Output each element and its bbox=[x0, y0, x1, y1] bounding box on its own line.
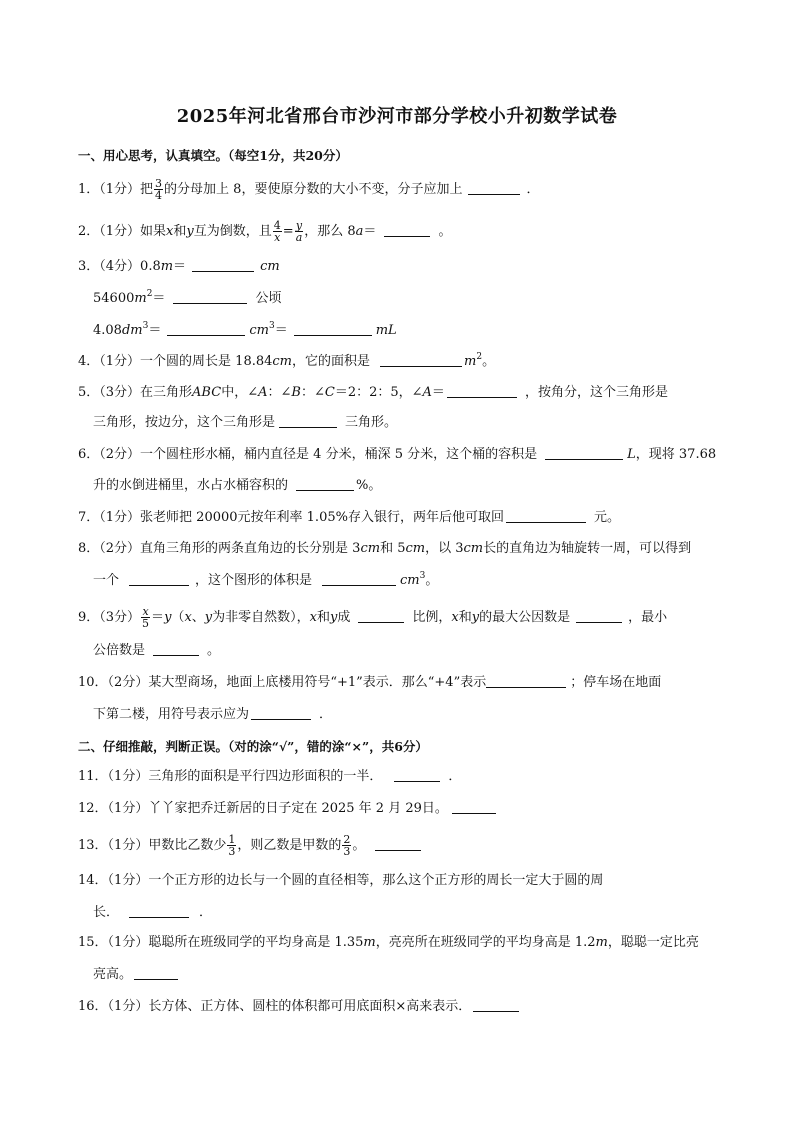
question-13: 13．（1分）甲数比乙数少 $\frac{1}{3}$ ，则乙数是甲数的 $\frac{2}{3}$ 。 bbox=[78, 834, 421, 857]
question-8: 8．（2分）直角三角形的两条直角边的长分别是 3cm和 5cm，以 3cm长的直角边为轴旋转一周，可以得到 bbox=[78, 541, 692, 556]
answer-blank[interactable] bbox=[192, 258, 254, 272]
question-5: 5．（3分）在三角形ABC中，∠A：∠B：∠C＝2：2：5，∠A＝ ，按角分，这个三角形是 bbox=[78, 385, 668, 400]
question-3-line-3: $4.08dm^3= cm^3=$ mL bbox=[93, 321, 397, 338]
answer-blank[interactable] bbox=[129, 572, 189, 586]
question-6-line-2: 升的水倒进桶里，水占水桶容积的 %。 bbox=[93, 478, 382, 493]
answer-blank[interactable] bbox=[322, 572, 396, 586]
fraction: $\frac{4}{x}$ bbox=[273, 219, 281, 244]
question-2: 2．（1分）如果x和y互为倒数，且 $\frac{4}{x}$ = $\frac{y}{a}$ ，那么 8a＝ 。 bbox=[78, 219, 452, 244]
answer-blank[interactable] bbox=[251, 706, 311, 720]
answer-blank[interactable] bbox=[167, 322, 245, 336]
question-1: 1．（1分）把 $\frac{3}{4}$ 的分母加上 8，要使原分数的大小不变，分子应加上 ． bbox=[78, 177, 540, 202]
question-9: 9．（3分） $\frac{x}{5}$ ＝y（x、y为非零自然数），x和y成 比例，x和y的最大公因数是 ，最小 bbox=[78, 605, 668, 630]
question-12: 12．（1分）丫丫家把乔迁新居的日子定在 2025 年 2 月 29日。 bbox=[78, 800, 496, 818]
fraction: $\frac{3}{4}$ bbox=[155, 177, 163, 202]
question-15: 15．（1分）聪聪所在班级同学的平均身高是 1.35m，亮亮所在班级同学的平均身高是 1.2m，聪聪一定比亮 bbox=[78, 935, 699, 950]
answer-blank[interactable] bbox=[394, 768, 440, 782]
answer-blank[interactable] bbox=[375, 837, 421, 851]
answer-blank[interactable] bbox=[545, 446, 623, 460]
question-6: 6．（2分）一个圆柱形水桶，桶内直径是 4 分米，桶深 5 分米，这个桶的容积是 L，现将 37.68 bbox=[78, 447, 717, 462]
fraction: $\frac{1}{3}$ bbox=[228, 833, 236, 858]
question-9-line-2: 公倍数是 。 bbox=[93, 643, 221, 658]
answer-blank[interactable] bbox=[279, 414, 337, 428]
question-5-line-2: 三角形，按边分，这个三角形是 三角形。 bbox=[93, 415, 398, 430]
question-10-line-2: 下第二楼，用符号表示应为 ． bbox=[93, 707, 333, 722]
answer-blank[interactable] bbox=[384, 223, 430, 237]
question-14-line-2: 长． ． bbox=[93, 905, 213, 920]
section-2-heading: 二、仔细推敲，判断正误。（对的涂“√”，错的涂“×”，共6分） bbox=[78, 739, 428, 754]
answer-blank[interactable] bbox=[134, 966, 178, 980]
answer-blank[interactable] bbox=[447, 384, 517, 398]
question-3: 3．（4分）0.8m＝ cm bbox=[78, 259, 280, 274]
question-7: 7．（1分）张老师把 20000元按年利率 1.05%存入银行，两年后他可取回 元。 bbox=[78, 510, 620, 525]
answer-blank[interactable] bbox=[129, 904, 189, 918]
answer-blank[interactable] bbox=[358, 609, 404, 623]
answer-blank[interactable] bbox=[468, 181, 520, 195]
question-14: 14．（1分）一个正方形的边长与一个圆的直径相等，那么这个正方形的周长一定大于圆的周 bbox=[78, 873, 604, 888]
answer-blank[interactable] bbox=[153, 642, 199, 656]
question-16: 16．（1分）长方体、正方体、圆柱的体积都可用底面积×高来表示． bbox=[78, 998, 519, 1016]
question-15-line-2: 亮高。 bbox=[93, 966, 178, 984]
fraction: $\frac{x}{5}$ bbox=[142, 605, 150, 630]
answer-blank[interactable] bbox=[486, 674, 566, 688]
question-10: 10．（2分）某大型商场，地面上底楼用符号“+1”表示．那么“+4”表示 ；停车场在地面 bbox=[78, 675, 662, 690]
section-1-heading: 一、用心思考，认真填空。（每空1分，共20分） bbox=[78, 148, 348, 163]
answer-blank[interactable] bbox=[506, 509, 586, 523]
answer-blank[interactable] bbox=[473, 998, 519, 1012]
question-4: 4．（1分）一个圆的周长是 18.84cm，它的面积是 $m^2$。 bbox=[78, 352, 496, 369]
answer-blank[interactable] bbox=[576, 609, 622, 623]
answer-blank[interactable] bbox=[452, 800, 496, 814]
fraction: $\frac{y}{a}$ bbox=[295, 219, 303, 244]
answer-blank[interactable] bbox=[173, 290, 247, 304]
question-3-line-2: $54600m^2=$ 公顷 bbox=[93, 289, 282, 306]
answer-blank[interactable] bbox=[380, 353, 462, 367]
answer-blank[interactable] bbox=[296, 477, 354, 491]
question-8-line-2: 一个 ，这个图形的体积是 $cm^3$。 bbox=[93, 571, 439, 588]
answer-blank[interactable] bbox=[294, 322, 372, 336]
fraction: $\frac{2}{3}$ bbox=[343, 833, 351, 858]
page-title: 2025年河北省邢台市沙河市部分学校小升初数学试卷 bbox=[176, 106, 618, 127]
question-11: 11．（1分）三角形的面积是平行四边形面积的一半． ． bbox=[78, 769, 462, 784]
